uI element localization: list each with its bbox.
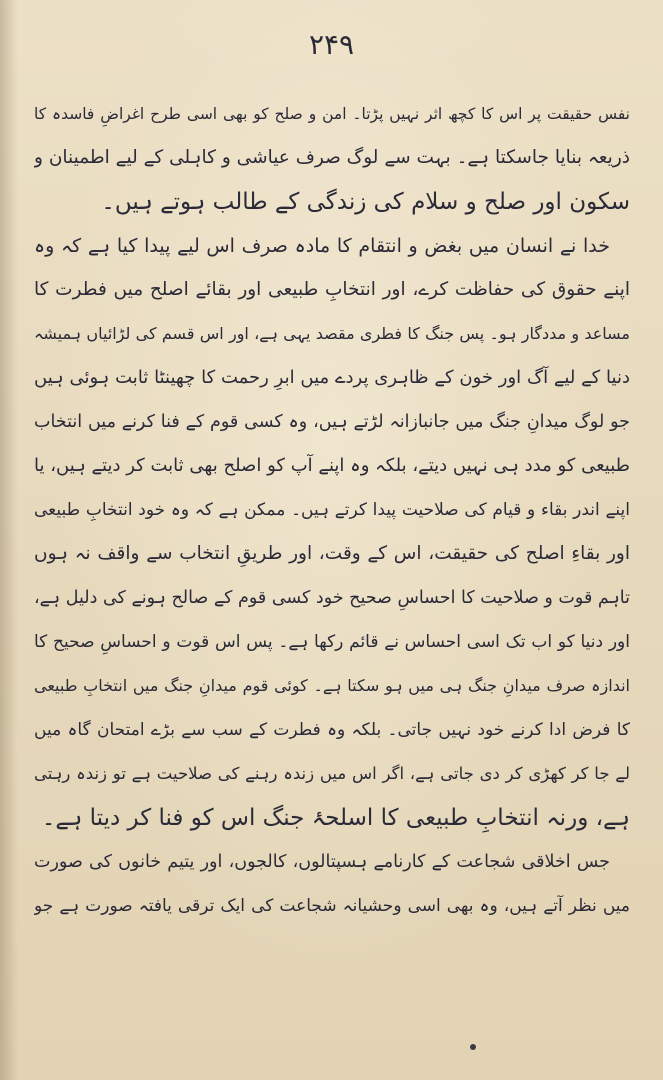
page-gutter-shadow [0, 0, 18, 1080]
text-line: ہے، ورنہ انتخابِ طبیعی کا اسلحۂ جنگ اس کو فنا کر دیتا ہے۔ [41, 805, 630, 831]
page-number: ۲۴۹ [308, 28, 355, 61]
text-line: اندازہ صرف میدانِ جنگ ہی میں ہو سکتا ہے۔ کوئی قوم میدانِ جنگ میں انتخابِ طبیعی [34, 676, 630, 695]
text-line: مساعد و مددگار ہو۔ پس جنگ کا فطری مقصد یہی ہے، اور اس قسم کی لڑائیاں ہمیشہ [34, 324, 630, 343]
text-line: اپنے حقوق کی حفاظت کرے، اور انتخابِ طبیعی اور بقائے اصلح میں فطرت کا [34, 279, 630, 300]
text-line: کا فرض ادا کرنے خود نہیں جاتی۔ بلکہ وہ فطرت کے سب سے بڑے امتحان گاہ میں [34, 720, 630, 740]
text-line: تاہم قوت و صلاحیت کا احساسِ صحیح خود کسی قوم کے صالح ہونے کی دلیل ہے، [34, 588, 630, 608]
text-line: اور دنیا کو اب تک اسی احساس نے قائم رکھا ہے۔ پس اس قوت و احساسِ صحیح کا [34, 632, 630, 652]
text-line: سکون اور صلح و سلام کی زندگی کے طالب ہوتے ہیں۔ [101, 189, 630, 215]
ink-mark [470, 1044, 476, 1050]
text-line: اپنے اندر بقاء و قیام کی صلاحیت پیدا کرتے ہیں۔ ممکن ہے کہ وہ خود انتخابِ طبیعی [34, 500, 630, 520]
text-line: اور بقاءِ اصلح کی حقیقت، اس کے وقت، اور طریقِ انتخاب سے واقف نہ ہوں [34, 543, 630, 564]
text-line: جس اخلاقی شجاعت کے کارنامے ہسپتالوں، کالجوں، اور یتیم خانوں کی صورت [34, 852, 610, 872]
text-line: نفس حقیقت پر اس کا کچھ اثر نہیں پڑتا۔ امن و صلح کو بھی اسی طرح اغراضِ فاسدہ کا [34, 105, 630, 123]
text-line: خدا نے انسان میں بغض و انتقام کا مادہ صرف اس لیے پیدا کیا ہے کہ وہ [34, 235, 610, 257]
text-line: لے جا کر کھڑی کر دی جاتی ہے، اگر اس میں زندہ رہنے کی صلاحیت ہے تو زندہ رہتی [34, 764, 630, 783]
body-text [34, 92, 630, 928]
text-line: ذریعہ بنایا جاسکتا ہے۔ بہت سے لوگ صرف عیاشی و کاہلی کے لیے اطمینان و [34, 147, 630, 168]
text-line: میں نظر آتے ہیں، وہ بھی اسی وحشیانہ شجاعت کی ایک ترقی یافتہ صورت ہے جو [34, 896, 630, 916]
text-line: طبیعی کو مدد ہی نہیں دیتے، بلکہ وہ اپنے آپ کو اصلح بھی ثابت کر دیتے ہیں، یا [34, 455, 630, 476]
text-line: جو لوگ میدانِ جنگ میں جانبازانہ لڑتے ہیں، وہ کسی قوم کے فنا کرنے میں انتخاب [34, 412, 630, 432]
text-line: دنیا کے لیے آگ اور خون کے ظاہری پردے میں ابرِ رحمت کا چھینٹا ثابت ہوئی ہیں [34, 367, 630, 388]
